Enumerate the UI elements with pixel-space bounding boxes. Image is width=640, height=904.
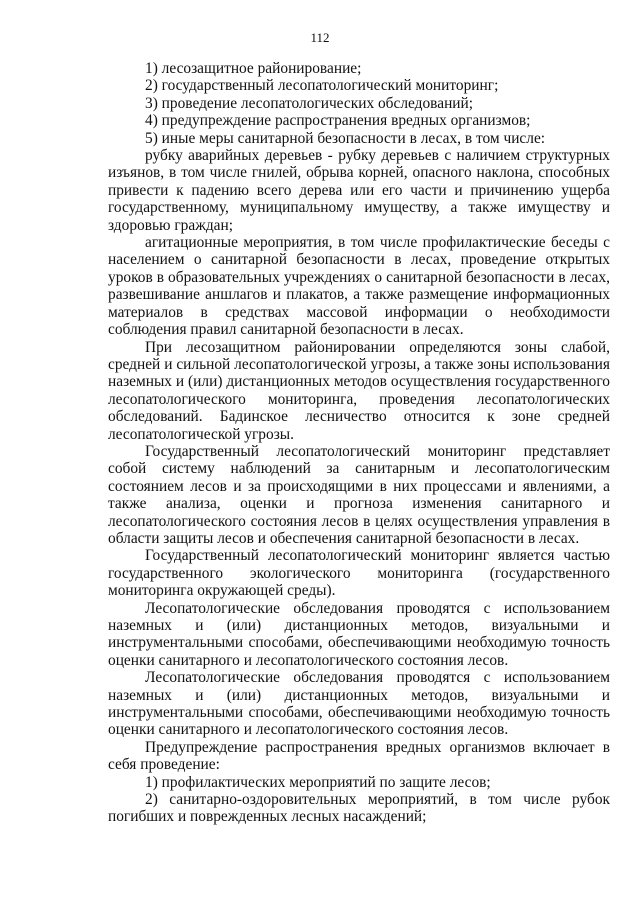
list-item-surveys: 3) проведение лесопатологических обследований; (145, 94, 474, 112)
list-item-sanitary-measures: 2) санитарно-оздоровительных мероприятий, в том числе рубок погибших и поврежденных лесных насаждений; (108, 791, 610, 826)
list-item-other-measures: 5) иные меры санитарной безопасности в лесах, в том числе: (145, 129, 546, 147)
list-item-zoning: 1) лесозащитное районирование; (145, 60, 362, 77)
paragraph-zoning-details: При лесозащитном районировании определяются зоны слабой, средней и сильной лесопатологической угрозы, а также зоны использования наземных и (или) дистанционных методов осуществления государственного лесопатологического мониторинга, проведения лесопатологических обследований. Бадинское лесничество относится к зоне средней лесопатологической угрозы. (108, 338, 610, 443)
paragraph-surveys-1: Лесопатологические обследования проводятся с использованием наземных и (или) дистанционных методов, визуальными и инструментальными способами, обеспечивающими необходимую точность оценки санитарного и лесопатологического состояния лесов. (108, 599, 610, 669)
paragraph-outreach: агитационные мероприятия, в том числе профилактические беседы с населением о санитарной безопасности в лесах, проведение открытых уроков в образовательных учреждениях о санитарной безопасности в лесах, развешивание аншлагов и плакатов, а также размещение информационных материалов в средствах массовой информации о необходимости соблюдения правил санитарной безопасности в лесах. (108, 234, 610, 339)
list-item-monitoring: 2) государственный лесопатологический мониторинг; (145, 77, 499, 95)
list-item-preventive-measures: 1) профилактических мероприятий по защите лесов; (145, 773, 491, 791)
body-text (108, 60, 610, 826)
paragraph-monitoring-part-of: Государственный лесопатологический мониторинг является частью государственного экологического мониторинга (государственного мониторинга окружающей среды). (108, 547, 610, 600)
page-number: 112 (310, 30, 330, 45)
list-item-prevention: 4) предупреждение распространения вредных организмов; (145, 112, 531, 130)
paragraph-surveys-2: Лесопатологические обследования проводятся с использованием наземных и (или) дистанционных методов, визуальными и инструментальными способами, обеспечивающими необходимую точность оценки санитарного и лесопатологического состояния лесов. (108, 669, 610, 739)
paragraph-monitoring-definition: Государственный лесопатологический мониторинг представляет собой систему наблюдений за санитарным и лесопатологическим состоянием лесов и за происходящими в них процессами и явлениями, а также анализа, оценки и прогноза изменения санитарного и лесопатологического состояния лесов в целях осуществления управления в области защиты лесов и обеспечения санитарной безопасности в лесах. (108, 442, 610, 547)
paragraph-prevention-intro: Предупреждение распространения вредных организмов включает в себя проведение: (108, 738, 610, 774)
paragraph-emergency-felling: рубку аварийных деревьев - рубку деревьев с наличием структурных изъянов, в том числе гнилей, обрыва корней, опасного наклона, способных привести к падению всего дерева или его части и причинению ущерба государственному, муниципальному имуществу, а также имуществу и здоровью граждан; (108, 147, 610, 234)
